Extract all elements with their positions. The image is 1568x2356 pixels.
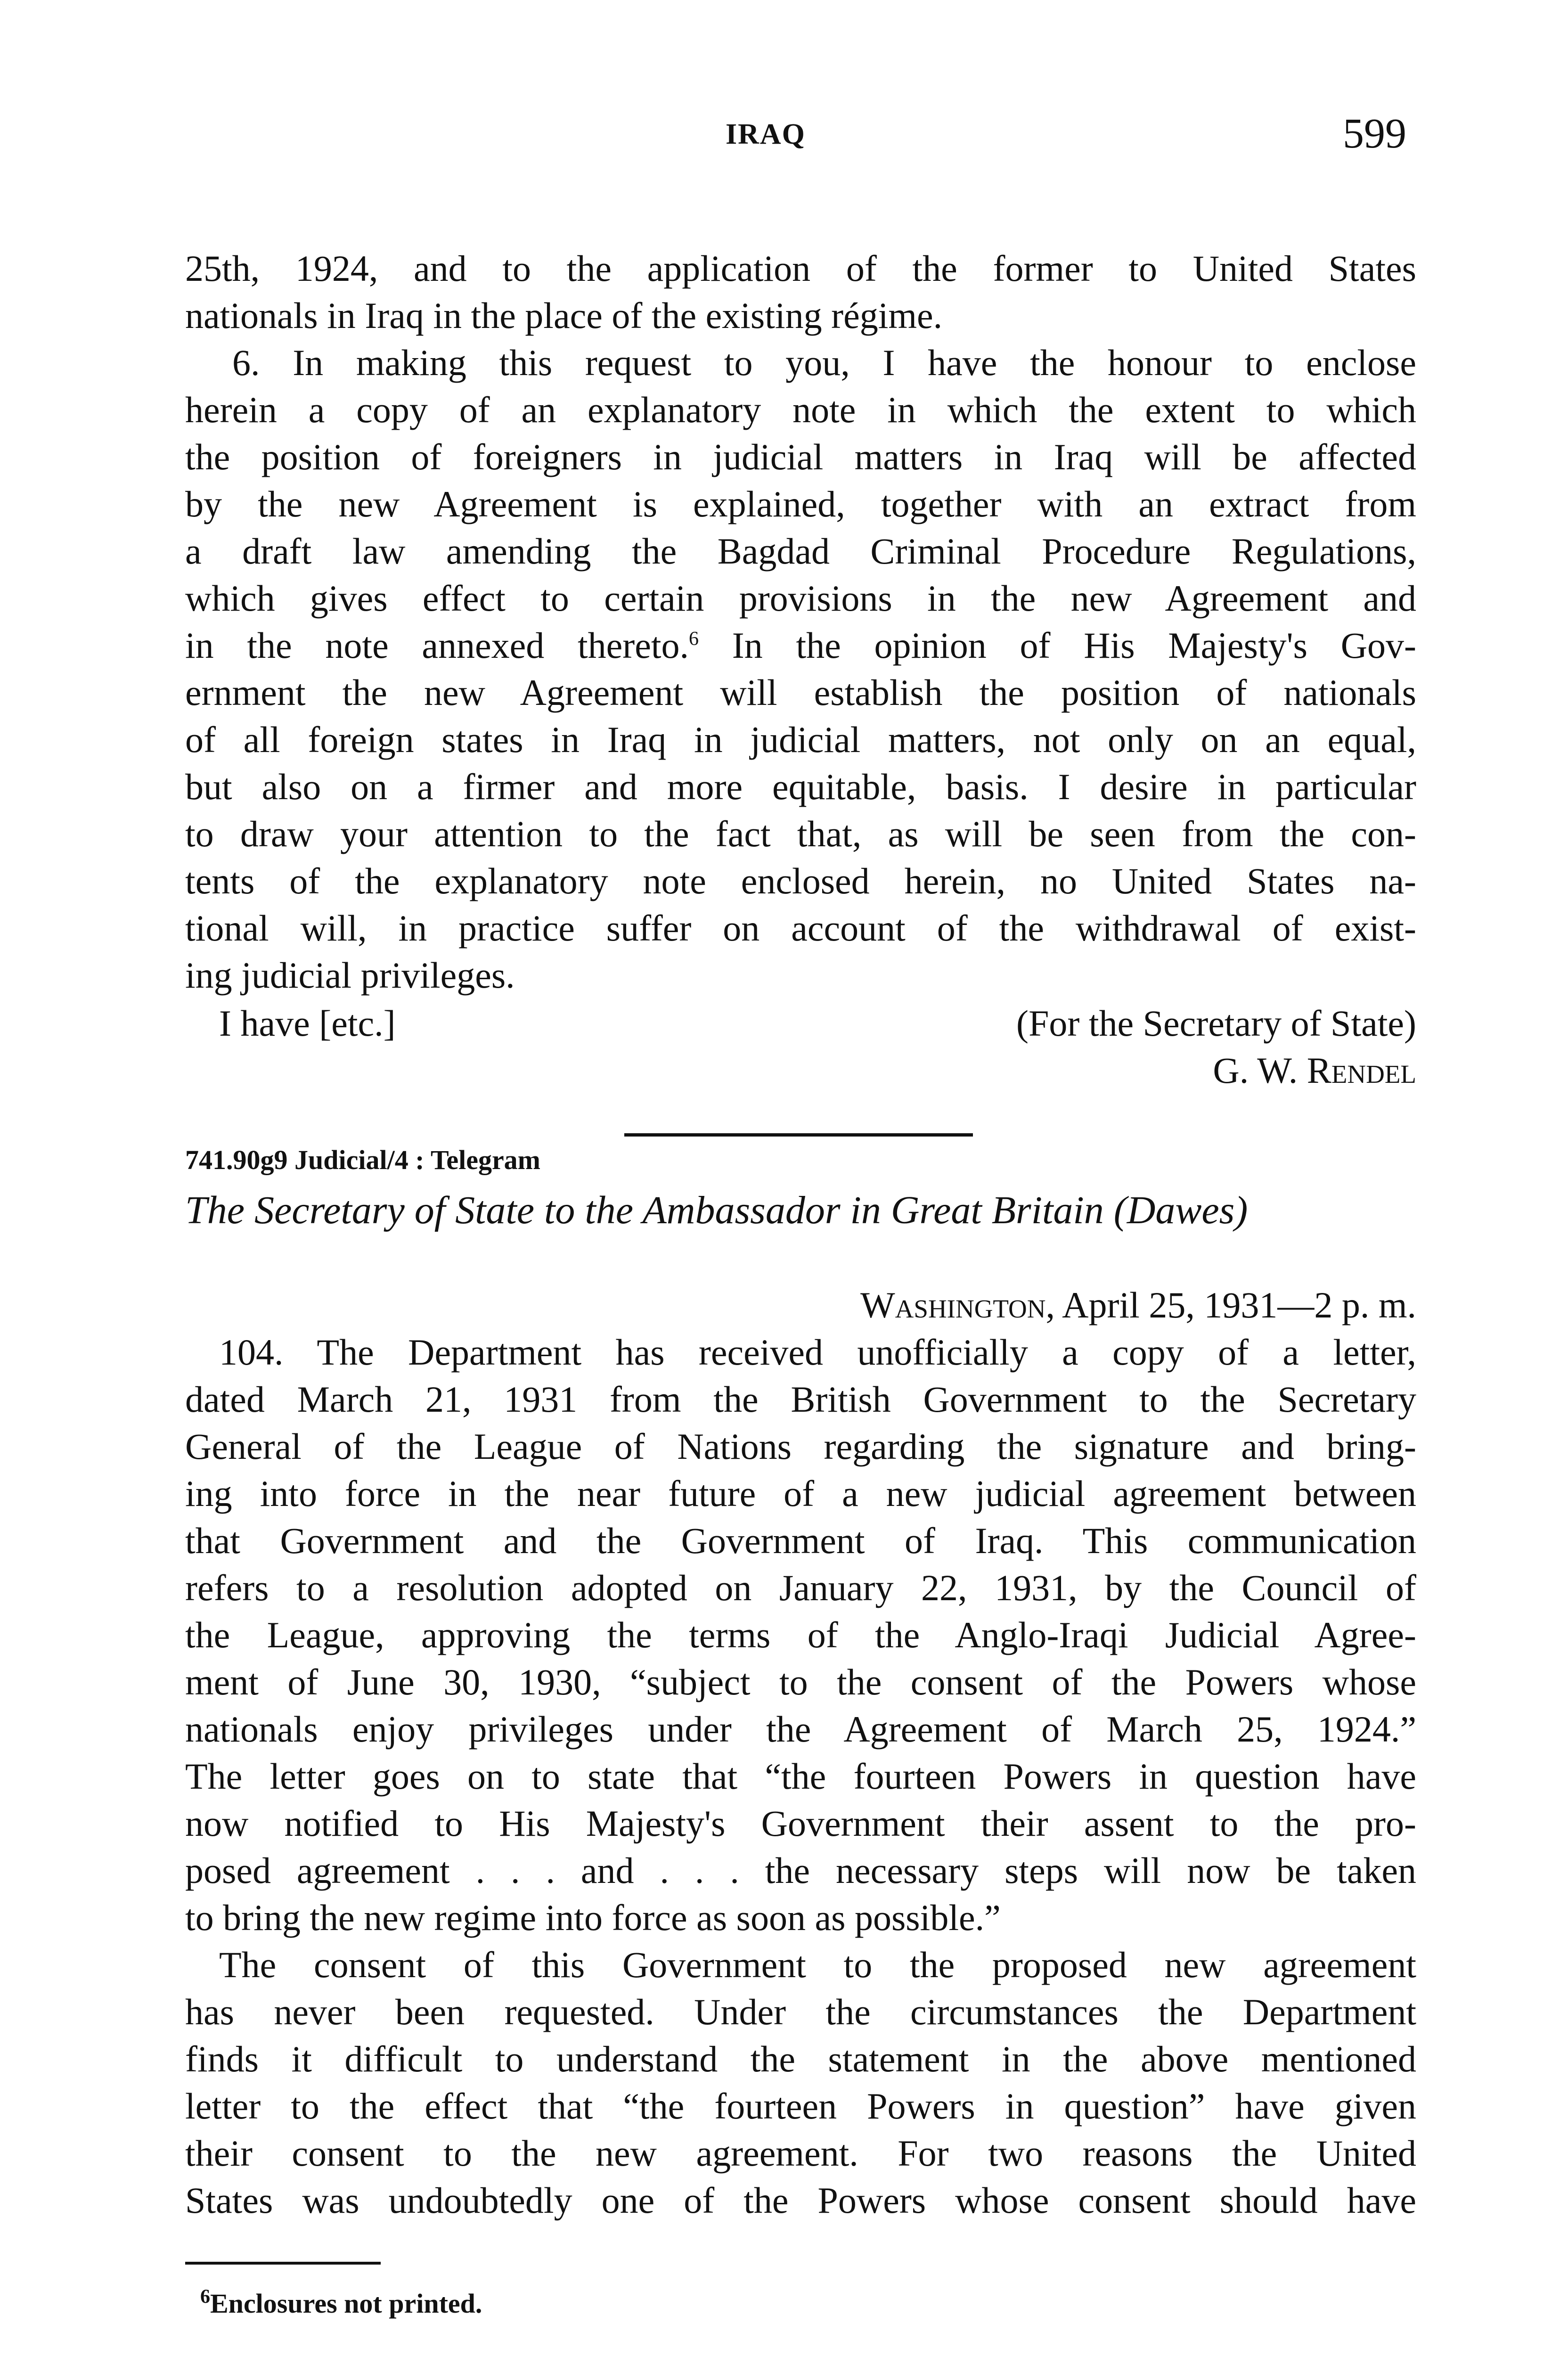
letter-line: to draw your attention to the fact that, as will be seen from the con- [185, 813, 1416, 854]
dateline-date: , April 25, 1931—2 p. m. [1045, 1284, 1416, 1325]
telegram-line: the League, approving the terms of the Anglo-Iraqi Judicial Agree- [185, 1614, 1416, 1655]
letter-line [185, 622, 1416, 669]
for-secretary-line: (For the Secretary of State) [1016, 1003, 1416, 1044]
letter-line: 6. In making this request to you, I have the honour to enclose [232, 342, 1416, 383]
footnote [200, 2288, 482, 2319]
letter-line: tents of the explanatory note enclosed herein, no United States na- [185, 860, 1416, 901]
telegram-line: now notified to His Majesty's Government their assent to the pro- [185, 1803, 1416, 1844]
telegram-line: dated March 21, 1931 from the British Government to the Secretary [185, 1379, 1416, 1420]
telegram-line: The consent of this Government to the proposed new agreement [219, 1944, 1416, 1985]
telegram-line: posed agreement . . . and . . . the necessary steps will now be taken [185, 1850, 1416, 1891]
letter-line: which gives effect to certain provisions in the new Agreement and [185, 578, 1416, 619]
letter-line: 25th, 1924, and to the application of the former to United States [185, 248, 1416, 289]
page-number: 599 [1343, 110, 1406, 157]
footnote-mark: 6 [200, 2286, 210, 2308]
telegram-line: refers to a resolution adopted on January 22, 1931, by the Council of [185, 1567, 1416, 1608]
running-header: IRAQ [726, 118, 806, 150]
telegram-line: finds it difficult to understand the statement in the above mentioned [185, 2038, 1416, 2079]
file-code: 741.90g9 Judicial/4 : Telegram [185, 1145, 540, 1175]
signature: G. W. Rendel [1213, 1050, 1416, 1091]
letter-line: herein a copy of an explanatory note in which the extent to which [185, 389, 1416, 430]
telegram-line: to bring the new regime into force as soon as possible.” [185, 1897, 1001, 1938]
telegram-line: letter to the effect that “the fourteen Powers in question” have given [185, 2086, 1416, 2127]
footnote-text: Enclosures not printed. [210, 2288, 482, 2319]
letter-line-rest: In the opinion of His Majesty's Gov- [699, 625, 1416, 666]
telegram-line: 104. The Department has received unofficially a copy of a letter, [219, 1332, 1416, 1373]
telegram-line: ing into force in the near future of a new judicial agreement between [185, 1473, 1416, 1514]
section-divider [624, 1133, 973, 1137]
telegram-line: The letter goes on to state that “the fourteen Powers in question have [185, 1756, 1416, 1797]
letter-line: ing judicial privileges. [185, 955, 515, 996]
letter-line: a draft law amending the Bagdad Criminal Procedure Regulations, [185, 531, 1416, 572]
dateline-place: Washington [860, 1284, 1046, 1325]
telegram-line: ment of June 30, 1930, “subject to the consent of the Powers whose [185, 1661, 1416, 1702]
footnote-rule [185, 2262, 381, 2265]
letter-line: the position of foreigners in judicial matters in Iraq will be affected [185, 436, 1416, 477]
telegram-line: General of the League of Nations regarding the signature and bring- [185, 1426, 1416, 1467]
document-title: The Secretary of State to the Ambassador in Great Britain (Dawes) [185, 1188, 1248, 1232]
telegram-line: States was undoubtedly one of the Powers whose consent should have [185, 2180, 1416, 2221]
letter-line: of all foreign states in Iraq in judicial matters, not only on an equal, [185, 719, 1416, 760]
letter-closing: I have [etc.] [219, 1003, 396, 1044]
letter-line: ernment the new Agreement will establish the position of nationals [185, 672, 1416, 713]
letter-line: but also on a firmer and more equitable, basis. I desire in particular [185, 766, 1416, 807]
telegram-line: nationals enjoy privileges under the Agreement of March 25, 1924.” [185, 1709, 1416, 1750]
telegram-line: has never been requested. Under the circumstances the Department [185, 1991, 1416, 2032]
telegram-line: their consent to the new agreement. For two reasons the United [185, 2133, 1416, 2174]
footnote-reference: 6 [689, 628, 699, 650]
letter-line: nationals in Iraq in the place of the existing régime. [185, 295, 943, 336]
letter-line: tional will, in practice suffer on account of the withdrawal of exist- [185, 908, 1416, 949]
telegram-line: that Government and the Government of Iraq. This communication [185, 1520, 1416, 1561]
letter-line-start: in the note annexed thereto. [185, 625, 689, 666]
dateline [744, 1282, 1416, 1329]
letter-line: by the new Agreement is explained, together with an extract from [185, 483, 1416, 524]
